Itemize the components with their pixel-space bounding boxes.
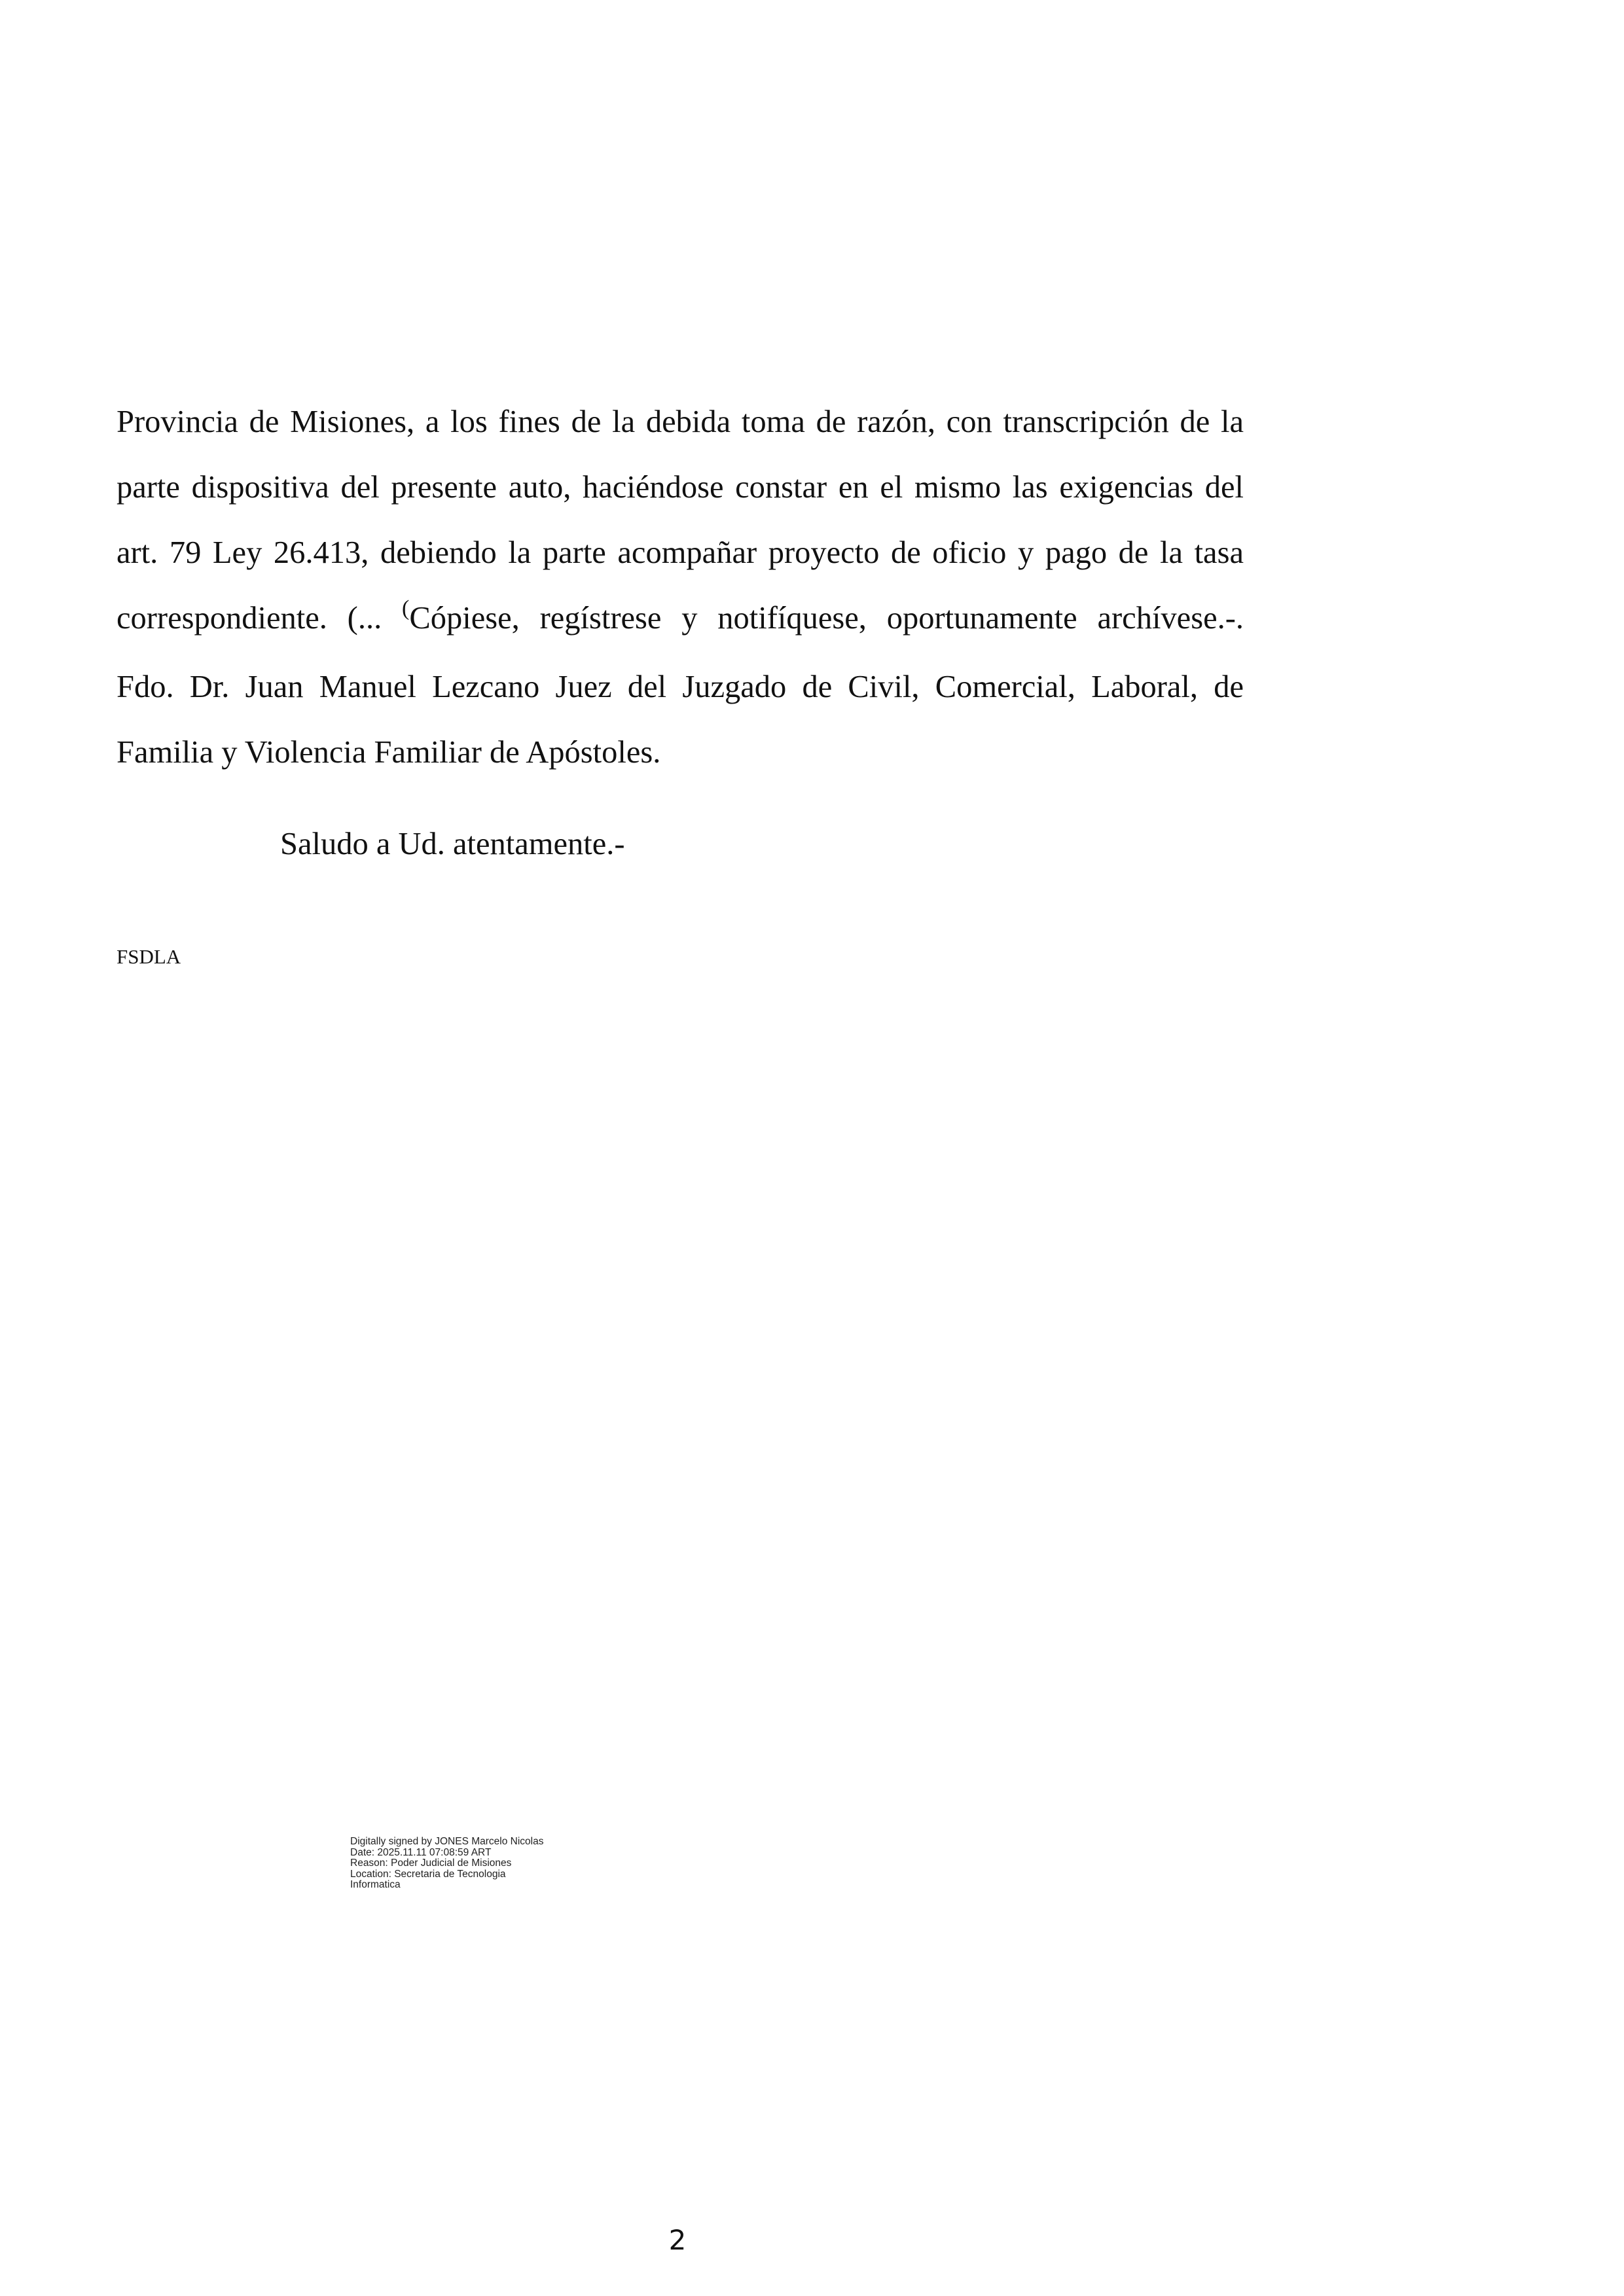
signature-location-cont: Informatica [350, 1879, 401, 1890]
signature-reason: Reason: Poder Judicial de Misiones [350, 1857, 512, 1869]
superscript-paren: ( [402, 596, 410, 620]
body-line-1: Provincia de Misiones, a los fines de la debida toma de razón, con transcripción de la [117, 404, 1244, 439]
body-line-6: Familia y Violencia Familiar de Apóstoles. [117, 735, 661, 770]
initials: FSDLA [117, 945, 181, 968]
body-line-4 [117, 586, 1244, 655]
body-line-2: parte dispositiva del presente auto, haciéndose constar en el mismo las exigencias del [117, 470, 1244, 505]
signature-date: Date: 2025.11.11 07:08:59 ART [350, 1846, 492, 1858]
body-line-5: Fdo. Dr. Juan Manuel Lezcano Juez del Juzgado de Civil, Comercial, Laboral, de [117, 670, 1244, 704]
page-number: 2 [668, 2224, 687, 2256]
signature-location: Location: Secretaria de Tecnologia [350, 1868, 506, 1880]
body-line-4-start: correspondiente. (... [117, 601, 403, 636]
body-paragraph [117, 389, 1244, 785]
body-line-3: art. 79 Ley 26.413, debiendo la parte acompañar proyecto de oficio y pago de la tasa [117, 535, 1244, 570]
signature-signer: Digitally signed by JONES Marcelo Nicolas [350, 1836, 544, 1847]
salutation: Saludo a Ud. atentamente.- [280, 827, 625, 861]
digital-signature-block [350, 1837, 543, 1891]
body-line-4-end: Cópiese, regístrese y notifíquese, oportunamente archívese.-. [409, 601, 1244, 636]
